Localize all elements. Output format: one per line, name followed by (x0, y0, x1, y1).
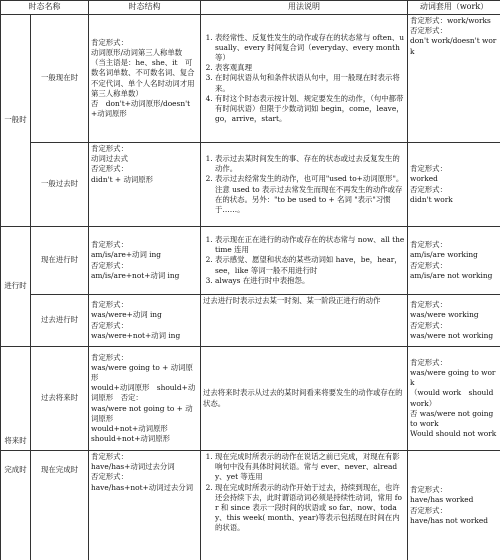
work-line: was/were not working (410, 330, 494, 340)
structure-line: would+动词原形 should+动词原形 否定： (91, 383, 196, 403)
usage-cell (201, 451, 408, 560)
work-line: have/has worked (410, 495, 474, 505)
work-line: Would should not work (410, 429, 497, 439)
work-cell (408, 451, 500, 560)
structure-line: 肯定形式： (91, 352, 128, 362)
structure-line: am/is/are+not+动词 ing (91, 270, 180, 280)
work-cell (408, 15, 500, 143)
work-line: am/is/are not working (410, 270, 493, 280)
work-line: didn't work (410, 194, 453, 204)
work-cell (408, 227, 500, 295)
work-line: （would work should work） (410, 388, 494, 408)
structure-line: was/were not going to + 动词原形 (91, 403, 193, 423)
table-row (1, 295, 500, 347)
structure-line: 动词过去式 (91, 154, 128, 164)
structure-line: 动词原形/动词第三人称单数 (91, 47, 183, 57)
work-line: worked (410, 174, 438, 184)
header-structure: 时态结构 (89, 1, 201, 15)
work-cell (408, 295, 500, 347)
work-line: 肯定形式： (410, 485, 447, 495)
structure-line: am/is/are+动词 ing (91, 250, 162, 260)
usage-item: 3. 在时间状语从句和条件状语从句中，用一般现在时表示将来。 (215, 73, 405, 93)
group-label-jinxing: 进行时 (1, 227, 31, 347)
header-tense-name: 时态名称 (1, 1, 89, 15)
structure-line: should+not+动词原形 (91, 434, 170, 444)
structure-line: 否定形式： (91, 472, 128, 482)
usage-cell (201, 227, 408, 295)
usage-item: 2. 表示过去经常发生的动作，也可用"used to+动词原形"。注意 used to 表示过去常发生而现在不再发生的动作或存在的状态。另外："to be used to + 名词 "表示"习惯于……。 (215, 174, 405, 215)
structure-cell (89, 451, 201, 560)
structure-line: would+not+动词原形 (91, 424, 168, 433)
work-line: 肯定形式： (410, 164, 447, 174)
table-row (1, 347, 500, 451)
structure-line: have/has+not+动词过去分词 (91, 482, 194, 492)
structure-line: have/has+动词过去分词 (91, 462, 175, 472)
structure-cell (89, 15, 201, 143)
work-line: 否定形式： (410, 26, 447, 36)
table-row (1, 143, 500, 227)
work-line: 肯定形式： (410, 240, 447, 250)
group-label-jianglai: 将来时 (1, 347, 31, 451)
work-line: 肯定形式： (410, 357, 447, 367)
structure-line: 肯定形式： (91, 300, 128, 310)
table-row (1, 15, 500, 143)
tense-name: 现在完成时 (31, 451, 89, 560)
work-line: 肯定形式：work/works (410, 16, 491, 25)
structure-line: 肯定形式： (91, 37, 128, 47)
work-line: was/were going to work (410, 367, 496, 388)
tense-name: 过去将来时 (31, 347, 89, 451)
work-line: 否 was/were not going to work (410, 408, 494, 428)
work-line: am/is/are working (410, 250, 478, 260)
structure-line: was/were+not+动词 ing (91, 330, 181, 340)
structure-line: was/were going to + 动词原形 (91, 362, 193, 382)
structure-line: didn't + 动词原形 (91, 174, 154, 184)
work-line: have/has not worked (410, 515, 488, 525)
work-cell (408, 347, 500, 451)
header-work: 动词套用（work） (408, 1, 500, 15)
usage-item: 3. always 在进行时中表抱怨。 (215, 276, 405, 286)
structure-line: 肯定形式： (91, 452, 128, 461)
work-line: 否定形式： (410, 505, 447, 515)
tense-name: 过去进行时 (31, 295, 89, 347)
work-line: 否定形式： (410, 260, 447, 270)
work-line: 否定形式： (410, 184, 447, 194)
structure-line: 否定形式： (91, 320, 128, 330)
usage-cell (201, 143, 408, 227)
structure-cell (89, 227, 201, 295)
structure-cell (89, 143, 201, 227)
usage-item: 1. 表示现在正在进行的动作或存在的状态常与 now、all the time 连用 (215, 235, 405, 255)
table-row (1, 227, 500, 295)
work-line: 否定形式： (410, 320, 447, 330)
usage-item: 2. 表示感觉、愿望和状态的某些动词如 have，be，hear，see，like 等词一般不用进行时 (215, 255, 405, 275)
structure-cell (89, 347, 201, 451)
structure-line: was/were+动词 ing (91, 310, 162, 320)
usage-item: 1. 表示过去某时间发生的事、存在的状态或过去反复发生的动作。 (215, 154, 405, 174)
usage-item: 2. 现在完成时所表示的动作开始于过去，持续到现在，也许还会持续下去，此时谓语动词必须是持续性动词，常用 for 和 since 表示一段时间的状语或 so far、now、today、this week( month、year)等表示包括现在时间在内的状语。 (215, 483, 405, 534)
structure-line: 肯定形式： (91, 240, 128, 250)
usage-item: 2. 表客观真理 (215, 63, 405, 73)
tense-name: 现在进行时 (31, 227, 89, 295)
work-line: 肯定形式： (410, 300, 447, 310)
structure-line: （当主语是：he、she、it 可数名词单数、不可数名词、复合不定代词、单个人名时动词才用第三人称单数） (91, 58, 195, 98)
table-row (1, 451, 500, 560)
work-cell (408, 143, 500, 227)
work-line: don't work/doesn't work (410, 36, 497, 56)
work-line: was/were working (410, 310, 479, 320)
header-row (1, 1, 500, 15)
structure-line: 否定形式： (91, 164, 128, 174)
usage-item: 4. 有时这个时态表示按计划、规定要发生的动作，（句中都带有时间状语）但限于少数动词如 begin，come，leave，go，arrive，start。 (215, 94, 405, 125)
structure-line: 否 don't+动词原形/doesn't+动词原形 (91, 98, 191, 119)
usage-item: 1. 现在完成时所表示的动作在说话之前已完成，对现在有影响句中没有具体时间状语。常与 ever、never、already、yet 等连用 (215, 452, 405, 483)
structure-cell (89, 295, 201, 347)
tense-name: 一般现在时 (31, 15, 89, 143)
usage-cell (201, 15, 408, 143)
tense-name: 一般过去时 (31, 143, 89, 227)
structure-line: 肯定形式： (91, 144, 128, 153)
usage-item: 1. 表经常性、反复性发生的动作或存在的状态常与 often、usually、every 时间复合词（everyday、every month 等） (215, 33, 405, 64)
structure-line: 否定形式： (91, 260, 128, 270)
usage-cell: 过去将来时表示从过去的某时间看来将要发生的动作或存在的状态。 (201, 347, 408, 451)
usage-cell: 过去进行时表示过去某一时刻、某一阶段正进行的动作 (201, 295, 408, 347)
group-label-wancheng: 完成时 (1, 451, 31, 560)
header-usage: 用法说明 (201, 1, 408, 15)
group-label-yiban: 一般时 (1, 15, 31, 227)
